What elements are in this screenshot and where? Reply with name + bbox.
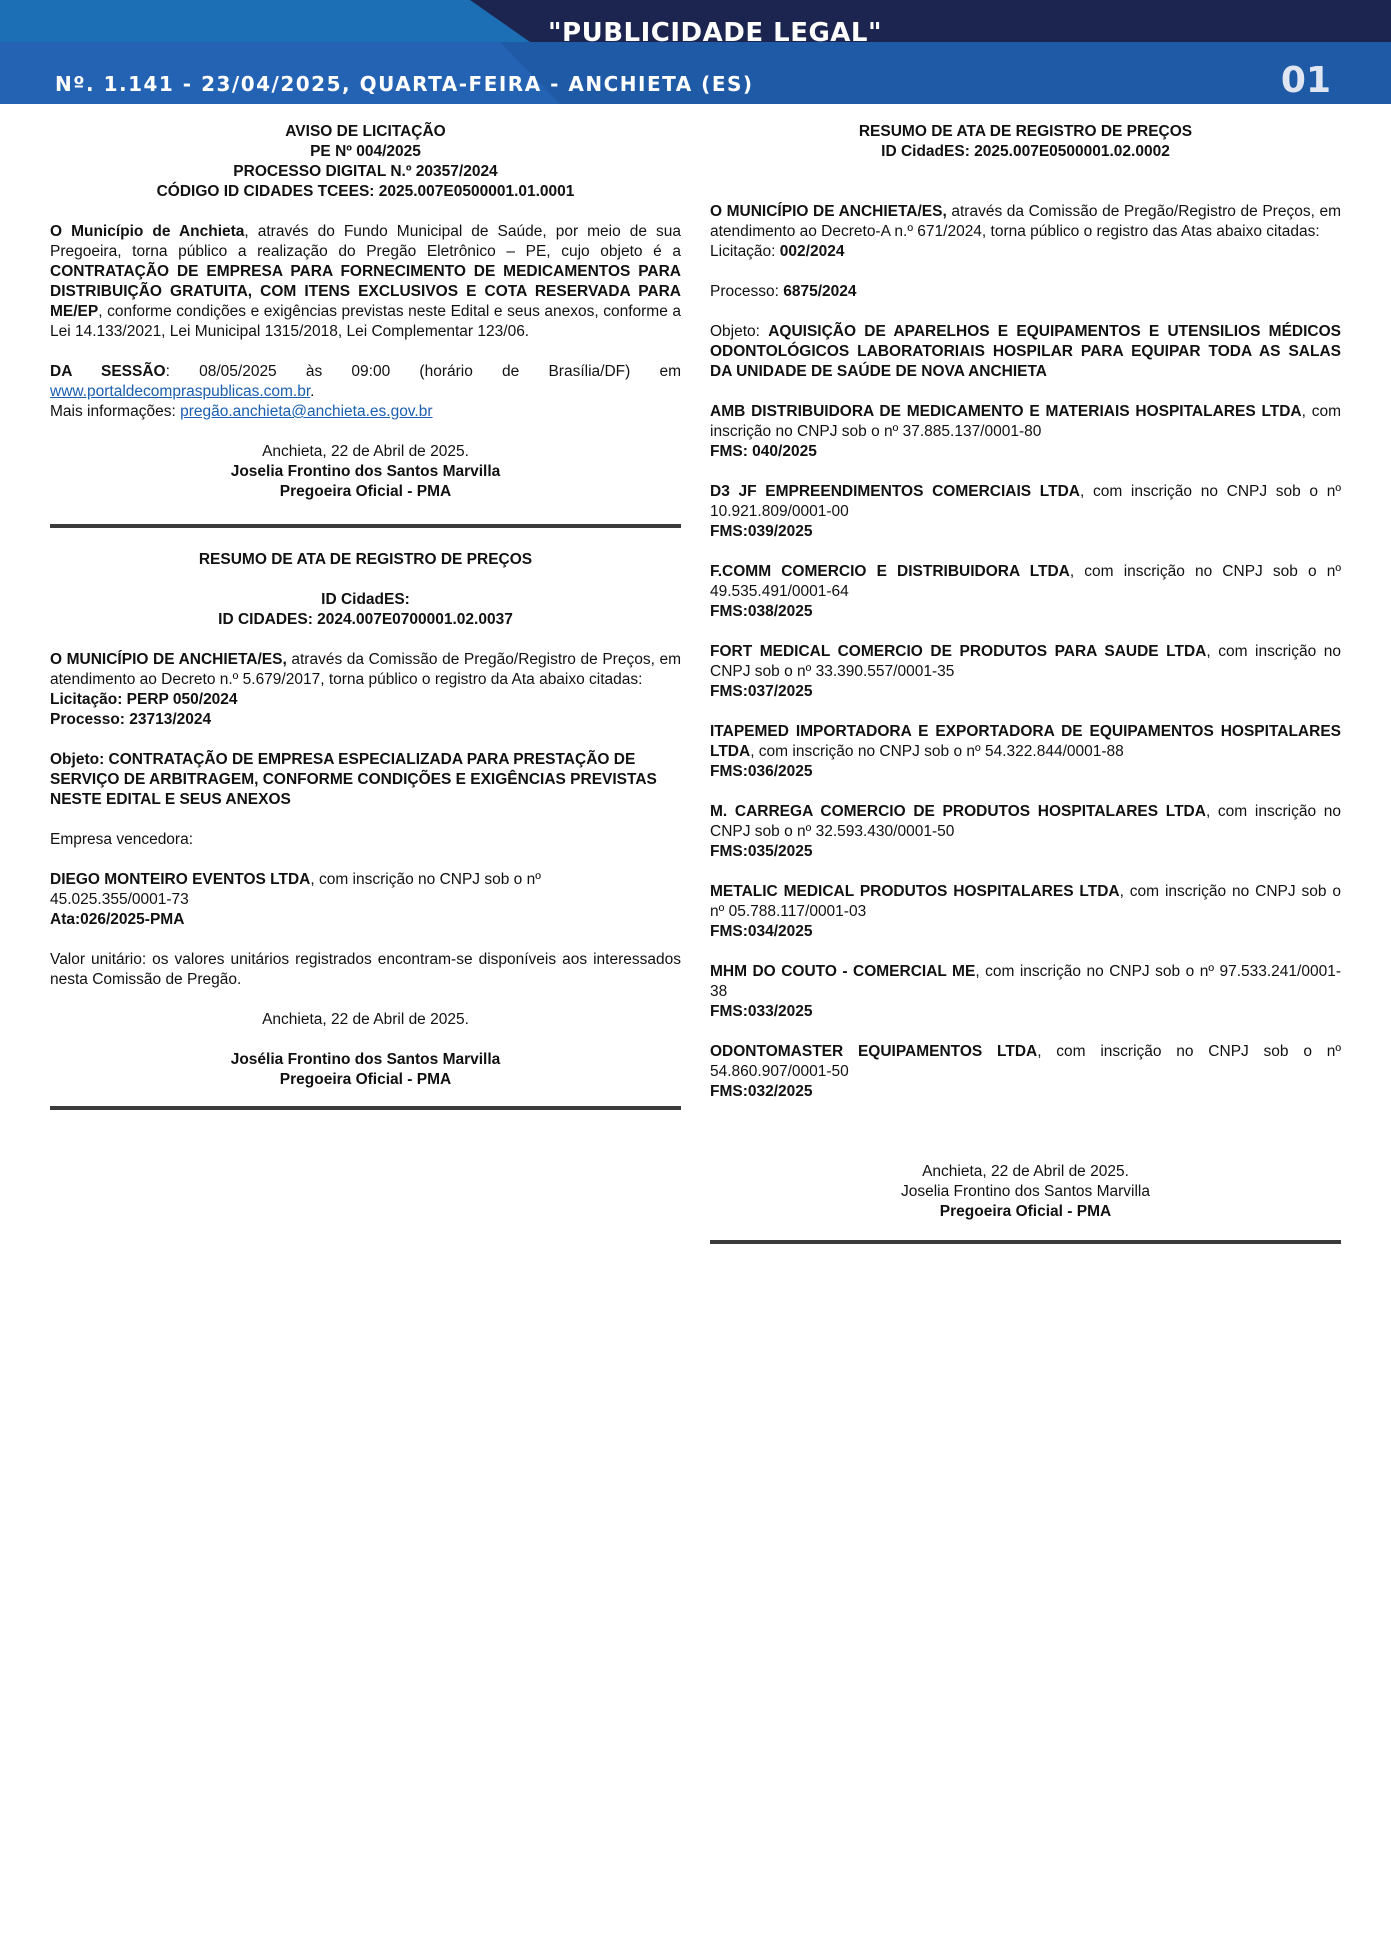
company-cnpj: , com inscrição no CNPJ sob o nº 37.885.137/0001-80 xyxy=(710,403,1342,440)
company-fms: FMS:036/2025 xyxy=(710,763,813,780)
ata1-id-label: ID CidadES: xyxy=(321,591,410,608)
company-name: FORT MEDICAL COMERCIO DE PRODUTOS PARA SAUDE LTDA xyxy=(710,643,1207,660)
company-fms: FMS: 040/2025 xyxy=(710,443,817,460)
objeto-label: Objeto: xyxy=(710,323,769,340)
company-fms: FMS:039/2025 xyxy=(710,523,813,540)
ata1-intro xyxy=(50,650,681,690)
ata1-valor: Valor unitário: os valores unitários registrados encontram-se disponíveis aos interessados nesta Comissão de Pregão. xyxy=(50,951,681,988)
licitacao-value: 002/2024 xyxy=(779,243,845,260)
email-link[interactable]: pregão.anchieta@anchieta.es.gov.br xyxy=(180,403,433,420)
ata1-title: RESUMO DE ATA DE REGISTRO DE PREÇOS xyxy=(198,551,533,568)
processo-value: 6875/2024 xyxy=(783,283,857,300)
company-entry xyxy=(710,622,1341,702)
ata2-id: ID CidadES: 2025.007E0500001.02.0002 xyxy=(881,143,1170,160)
aviso-role: Pregoeira Oficial - PMA xyxy=(279,483,452,500)
aviso-paragraph xyxy=(50,222,681,342)
company-list xyxy=(710,382,1341,1102)
ata2-title: RESUMO DE ATA DE REGISTRO DE PREÇOS xyxy=(858,123,1193,140)
page-number: 01 xyxy=(1280,60,1331,101)
aviso-date: Anchieta, 22 de Abril de 2025. xyxy=(262,443,469,460)
company-entry xyxy=(710,702,1341,782)
divider xyxy=(710,1240,1341,1244)
aviso-municipio: O Município de Anchieta xyxy=(50,223,245,240)
left-column xyxy=(50,122,681,1110)
divider xyxy=(50,1106,681,1110)
header-issue-line: Nº. 1.141 - 23/04/2025, QUARTA-FEIRA - ANCHIETA (ES) xyxy=(55,72,754,96)
ata2-signer: Joselia Frontino dos Santos Marvilla xyxy=(901,1183,1150,1200)
company-name: ODONTOMASTER EQUIPAMENTOS LTDA xyxy=(710,1043,1038,1060)
company-text xyxy=(710,562,1341,602)
aviso-text-2: , conforme condições e exigências previstas neste Edital e seus anexos, conforme a Lei 14.133/2021, Lei Municipal 1315/2018, Lei Complementar 123/06. xyxy=(50,303,681,340)
aviso-codigo: CÓDIGO ID CIDADES TCEES: 2025.007E0500001.01.0001 xyxy=(156,183,575,200)
aviso-text-1: , através do Fundo Municipal de Saúde, por meio de sua Pregoeira, torna público a realização do Pregão Eletrônico – PE, cujo objeto é a xyxy=(50,223,681,260)
ata2-licitacao xyxy=(710,242,1341,262)
aviso-processo: PROCESSO DIGITAL N.º 20357/2024 xyxy=(233,163,498,180)
company-fms: FMS:032/2025 xyxy=(710,1083,813,1100)
company-entry xyxy=(710,862,1341,942)
company-cnpj: , com inscrição no CNPJ sob o nº 32.593.430/0001-50 xyxy=(710,803,1341,840)
aviso-licitacao xyxy=(50,122,681,502)
company-name: AMB DISTRIBUIDORA DE MEDICAMENTO E MATERIAIS HOSPITALARES LTDA xyxy=(710,403,1302,420)
info-label: Mais informações: xyxy=(50,403,181,420)
aviso-info xyxy=(50,402,681,422)
ata2-intro xyxy=(710,202,1341,242)
company-entry xyxy=(710,782,1341,862)
ata-registro-2 xyxy=(710,122,1341,1222)
aviso-title: AVISO DE LICITAÇÃO xyxy=(285,123,446,140)
company-text xyxy=(710,482,1341,522)
company-fms: FMS:034/2025 xyxy=(710,923,813,940)
aviso-sessao xyxy=(50,362,681,402)
ata2-processo xyxy=(710,282,1341,302)
company-entry xyxy=(710,1022,1341,1102)
sessao-text: : 08/05/2025 às 09:00 (horário de Brasília/DF) em xyxy=(165,363,681,380)
ata1-intro-text: através da Comissão de Pregão/Registro de Preços, em atendimento ao Decreto n.º 5.679/2017, torna público o registro da Ata abaixo citadas: xyxy=(50,651,681,688)
sessao-label: DA SESSÃO xyxy=(50,363,166,380)
ata1-empresa-cnpj: , com inscrição no CNPJ sob o nº 45.025.355/0001-73 xyxy=(50,871,541,908)
company-cnpj: , com inscrição no CNPJ sob o nº 54.322.844/0001-88 xyxy=(750,743,1124,760)
aviso-pe-number: PE Nº 004/2025 xyxy=(310,143,421,160)
company-text xyxy=(710,1042,1341,1082)
ata2-municipio: O MUNICÍPIO DE ANCHIETA/ES, xyxy=(710,203,947,220)
company-fms: FMS:035/2025 xyxy=(710,843,813,860)
company-text xyxy=(710,642,1341,682)
company-fms: FMS:037/2025 xyxy=(710,683,813,700)
company-text xyxy=(710,962,1341,1002)
ata1-id: ID CIDADES: 2024.007E0700001.02.0037 xyxy=(218,611,513,628)
ata1-empresa-name: DIEGO MONTEIRO EVENTOS LTDA xyxy=(50,871,311,888)
ata1-municipio: O MUNICÍPIO DE ANCHIETA/ES, xyxy=(50,651,287,668)
company-cnpj: , com inscrição no CNPJ sob o nº 49.535.491/0001-64 xyxy=(710,563,1341,600)
ata1-empresa-label: Empresa vencedora: xyxy=(50,831,194,848)
ata1-licitacao: Licitação: PERP 050/2024 xyxy=(50,691,238,708)
aviso-signer: Joselia Frontino dos Santos Marvilla xyxy=(230,463,501,480)
company-cnpj: , com inscrição no CNPJ sob o nº 05.788.117/0001-03 xyxy=(710,883,1341,920)
ata1-signer: Josélia Frontino dos Santos Marvilla xyxy=(230,1051,501,1068)
company-name: MHM DO COUTO - COMERCIAL ME xyxy=(710,963,976,980)
ata1-processo: Processo: 23713/2024 xyxy=(50,711,212,728)
company-name: ITAPEMED IMPORTADORA E EXPORTADORA DE EQUIPAMENTOS HOSPITALARES LTDA xyxy=(710,723,1341,760)
company-text xyxy=(710,802,1341,842)
sessao-end: . xyxy=(310,383,315,400)
company-name: METALIC MEDICAL PRODUTOS HOSPITALARES LTDA xyxy=(710,883,1120,900)
header-title: "PUBLICIDADE LEGAL" xyxy=(548,18,883,48)
ata1-ata-number: Ata:026/2025-PMA xyxy=(50,911,185,928)
right-column xyxy=(710,122,1341,1244)
ata1-date: Anchieta, 22 de Abril de 2025. xyxy=(262,1011,469,1028)
company-name: F.COMM COMERCIO E DISTRIBUIDORA LTDA xyxy=(710,563,1070,580)
page-header xyxy=(0,0,1391,104)
company-entry xyxy=(710,462,1341,542)
company-text xyxy=(710,402,1341,442)
company-cnpj: , com inscrição no CNPJ sob o nº 54.860.907/0001-50 xyxy=(710,1043,1341,1080)
company-text xyxy=(710,882,1341,922)
ata1-role: Pregoeira Oficial - PMA xyxy=(279,1071,452,1088)
company-entry xyxy=(710,542,1341,622)
company-fms: FMS:033/2025 xyxy=(710,1003,813,1020)
processo-label: Processo: xyxy=(710,283,784,300)
licitacao-label: Licitação: xyxy=(710,243,780,260)
ata2-role: Pregoeira Oficial - PMA xyxy=(939,1203,1112,1220)
objeto-value: AQUISIÇÃO DE APARELHOS E EQUIPAMENTOS E UTENSILIOS MÉDICOS ODONTOLÓGICOS LABORATORIAIS HOSPILAR PARA EQUIPAR TODA AS SALAS DA UNIDADE DE SAÚDE DE NOVA ANCHIETA xyxy=(710,323,1342,380)
ata1-empresa xyxy=(50,870,681,910)
ata2-objeto xyxy=(710,322,1341,382)
ata1-objeto: Objeto: CONTRATAÇÃO DE EMPRESA ESPECIALIZADA PARA PRESTAÇÃO DE SERVIÇO DE ARBITRAGEM, CONFORME CONDIÇÕES E EXIGÊNCIAS PREVISTAS NESTE EDITAL E SEUS ANEXOS xyxy=(50,751,657,808)
company-entry xyxy=(710,942,1341,1022)
ata-registro-1 xyxy=(50,550,681,1090)
company-name: D3 JF EMPREENDIMENTOS COMERCIAIS LTDA xyxy=(710,483,1080,500)
company-cnpj: , com inscrição no CNPJ sob o nº 97.533.241/0001-38 xyxy=(710,963,1341,1000)
company-cnpj: , com inscrição no CNPJ sob o nº 33.390.557/0001-35 xyxy=(710,643,1341,680)
ata2-intro-text: através da Comissão de Pregão/Registro de Preços, em atendimento ao Decreto-A n.º 671/2024, torna público o registro das Atas abaixo citadas: xyxy=(710,203,1341,240)
portal-link[interactable]: www.portaldecompraspublicas.com.br xyxy=(50,383,311,400)
company-cnpj: , com inscrição no CNPJ sob o nº 10.921.809/0001-00 xyxy=(710,483,1341,520)
company-entry xyxy=(710,382,1341,462)
company-fms: FMS:038/2025 xyxy=(710,603,813,620)
company-text xyxy=(710,722,1341,762)
company-name: M. CARREGA COMERCIO DE PRODUTOS HOSPITALARES LTDA xyxy=(710,803,1206,820)
aviso-objeto: CONTRATAÇÃO DE EMPRESA PARA FORNECIMENTO DE MEDICAMENTOS PARA DISTRIBUIÇÃO GRATUITA, COM ITENS EXCLUSIVOS E COTA RESERVADA PARA ME/EP xyxy=(50,263,681,320)
ata2-date: Anchieta, 22 de Abril de 2025. xyxy=(922,1163,1129,1180)
